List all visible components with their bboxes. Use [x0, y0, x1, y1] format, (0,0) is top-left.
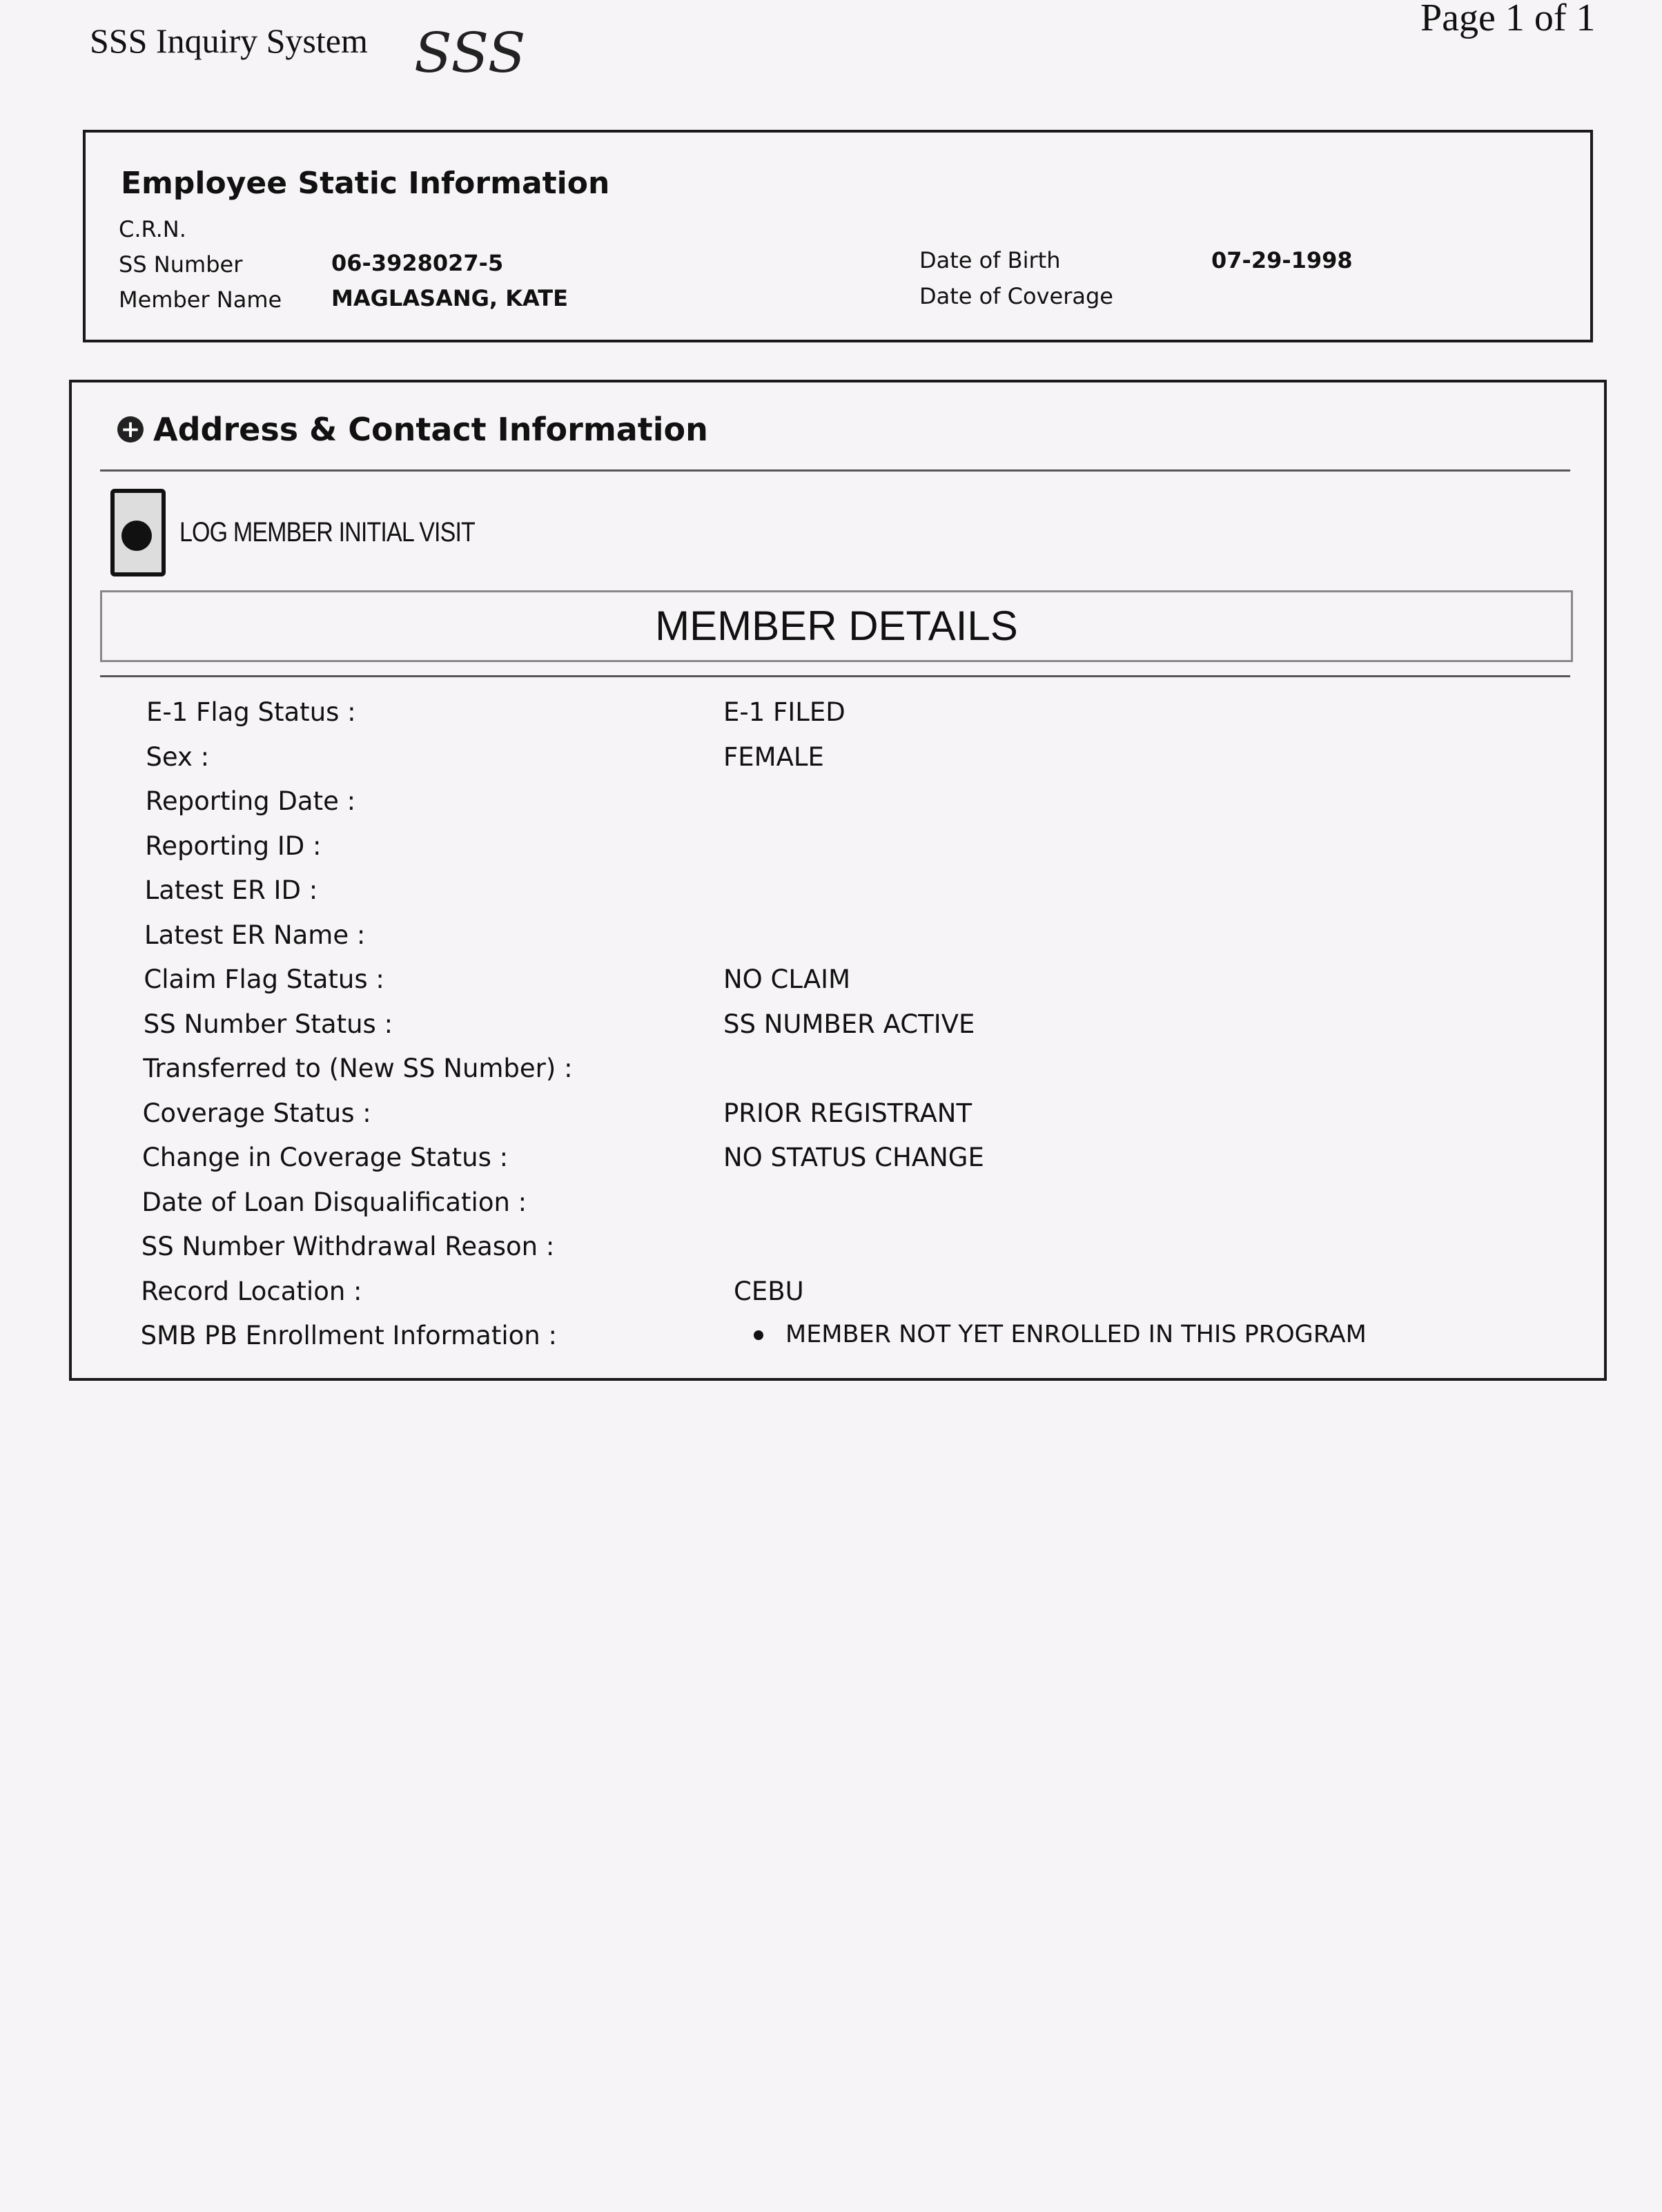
detail-label: Reporting ID :: [145, 831, 322, 861]
employee-static-title: Employee Static Information: [121, 166, 610, 201]
detail-label: Coverage Status :: [142, 1098, 371, 1128]
handwritten-note: SSS: [414, 21, 526, 85]
page-indicator: Page 1 of 1: [1420, 0, 1596, 39]
system-title: SSS Inquiry System: [90, 21, 368, 60]
member-name-value: MAGLASANG, KATE: [331, 285, 568, 311]
detail-value: MEMBER NOT YET ENROLLED IN THIS PROGRAM: [785, 1321, 1367, 1348]
detail-label: SMB PB Enrollment Information :: [140, 1321, 557, 1350]
detail-value: CEBU: [734, 1276, 804, 1306]
plus-circle-icon: +: [117, 416, 144, 443]
crn-label: C.R.N.: [119, 216, 186, 242]
detail-label: Sex :: [146, 741, 210, 772]
detail-value: E-1 FILED: [723, 697, 845, 727]
address-section-title: Address & Contact Information: [153, 411, 708, 448]
ss-number-label: SS Number: [119, 251, 243, 278]
address-section-toggle[interactable]: [117, 411, 708, 448]
dob-label: Date of Birth: [919, 247, 1061, 273]
ss-number-value: 06-3928027-5: [331, 250, 504, 276]
employee-static-box: [83, 130, 1593, 342]
detail-label: Record Location :: [141, 1276, 362, 1306]
detail-value: SS NUMBER ACTIVE: [723, 1009, 975, 1039]
detail-label: Claim Flag Status :: [144, 964, 384, 994]
detail-value: NO STATUS CHANGE: [723, 1143, 984, 1172]
detail-label: Reporting Date :: [145, 786, 356, 816]
detail-label: SS Number Status :: [143, 1009, 393, 1039]
detail-label: E-1 Flag Status :: [146, 697, 356, 727]
detail-label: Transferred to (New SS Number) :: [143, 1054, 573, 1083]
detail-label: Latest ER ID :: [144, 875, 318, 905]
detail-label: Date of Loan Disqualification :: [141, 1187, 527, 1217]
detail-label: SS Number Withdrawal Reason :: [141, 1232, 555, 1261]
detail-label: Change in Coverage Status :: [142, 1143, 509, 1172]
member-details-header: [100, 590, 1573, 662]
detail-value: FEMALE: [723, 741, 824, 772]
detail-value: PRIOR REGISTRANT: [723, 1098, 972, 1128]
coverage-label: Date of Coverage: [919, 283, 1113, 309]
log-book-icon: [110, 489, 166, 576]
detail-label: Latest ER Name :: [144, 920, 366, 950]
bullet-icon: [754, 1330, 763, 1340]
member-details-title: MEMBER DETAILS: [655, 603, 1018, 649]
log-member-visit-button[interactable]: [110, 489, 527, 576]
log-visit-label: LOG MEMBER INITIAL VISIT: [179, 517, 475, 547]
dob-value: 07-29-1998: [1211, 247, 1353, 273]
member-name-label: Member Name: [119, 287, 282, 313]
detail-value: NO CLAIM: [723, 964, 851, 994]
